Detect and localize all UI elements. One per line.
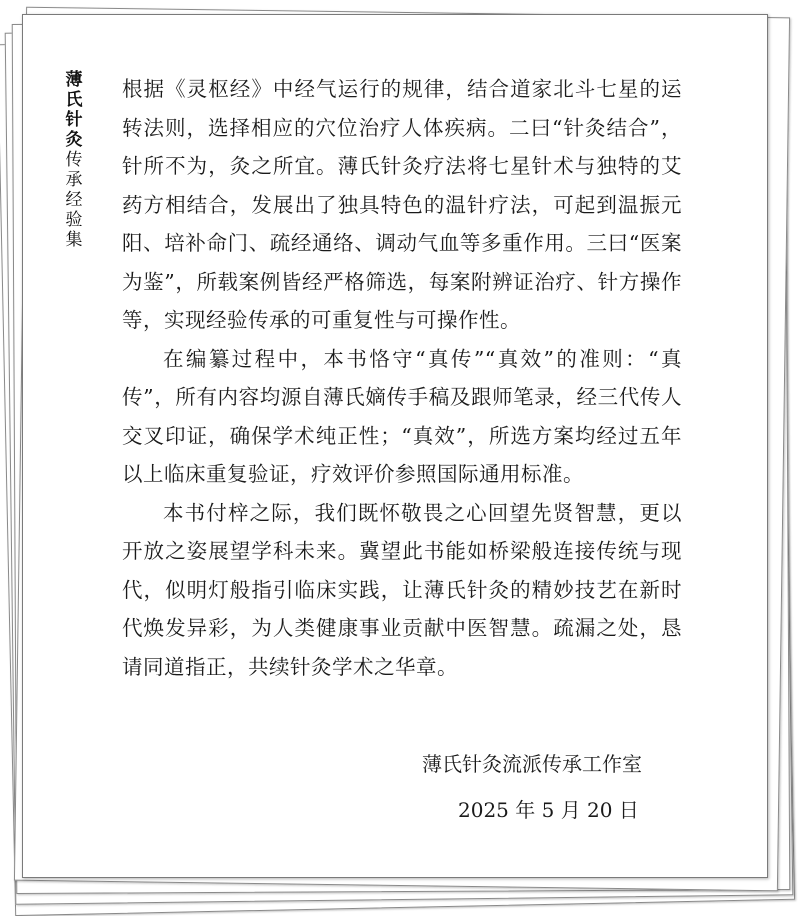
running-head-title-rest: 传承经验集 xyxy=(65,150,83,250)
paragraph: 在编纂过程中，本书恪守“真传”“真效”的准则：“真传”，所有内容均源自薄氏嫡传手稿及跟师笔录，经三代传人交叉印证，确保学术纯正性；“真效”，所选方案均经过五年以上临床重复验证，疗效评价参照国际通用标准。 xyxy=(122,346,682,486)
running-head-title-bold: 薄氏针灸 xyxy=(65,70,83,150)
signature-date: 2025 年 5 月 20 日 xyxy=(458,798,639,822)
running-head xyxy=(62,70,86,250)
body-text xyxy=(122,70,682,686)
paragraph: 根据《灵枢经》中经气运行的规律，结合道家北斗七星的运转法则，选择相应的穴位治疗人体疾病。二曰“针灸结合”，针所不为，灸之所宜。薄氏针灸疗法将七星针术与独特的艾药方相结合，发展出了独具特色的温针疗法，可起到温振元阳、培补命门、疏经通络、调动气血等多重作用。三曰“医案为鉴”，所载案例皆经严格筛选，每案附辨证治疗、针方操作等，实现经验传承的可重复性与可操作性。 xyxy=(122,77,682,332)
paragraph: 本书付梓之际，我们既怀敬畏之心回望先贤智慧，更以开放之姿展望学科未来。冀望此书能如桥梁般连接传统与现代，似明灯般指引临床实践，让薄氏针灸的精妙技艺在新时代焕发异彩，为人类健康事业贡献中医智慧。疏漏之处，恳请同道指正，共续针灸学术之华章。 xyxy=(122,500,682,679)
signature-organization: 薄氏针灸流派传承工作室 xyxy=(422,752,642,776)
